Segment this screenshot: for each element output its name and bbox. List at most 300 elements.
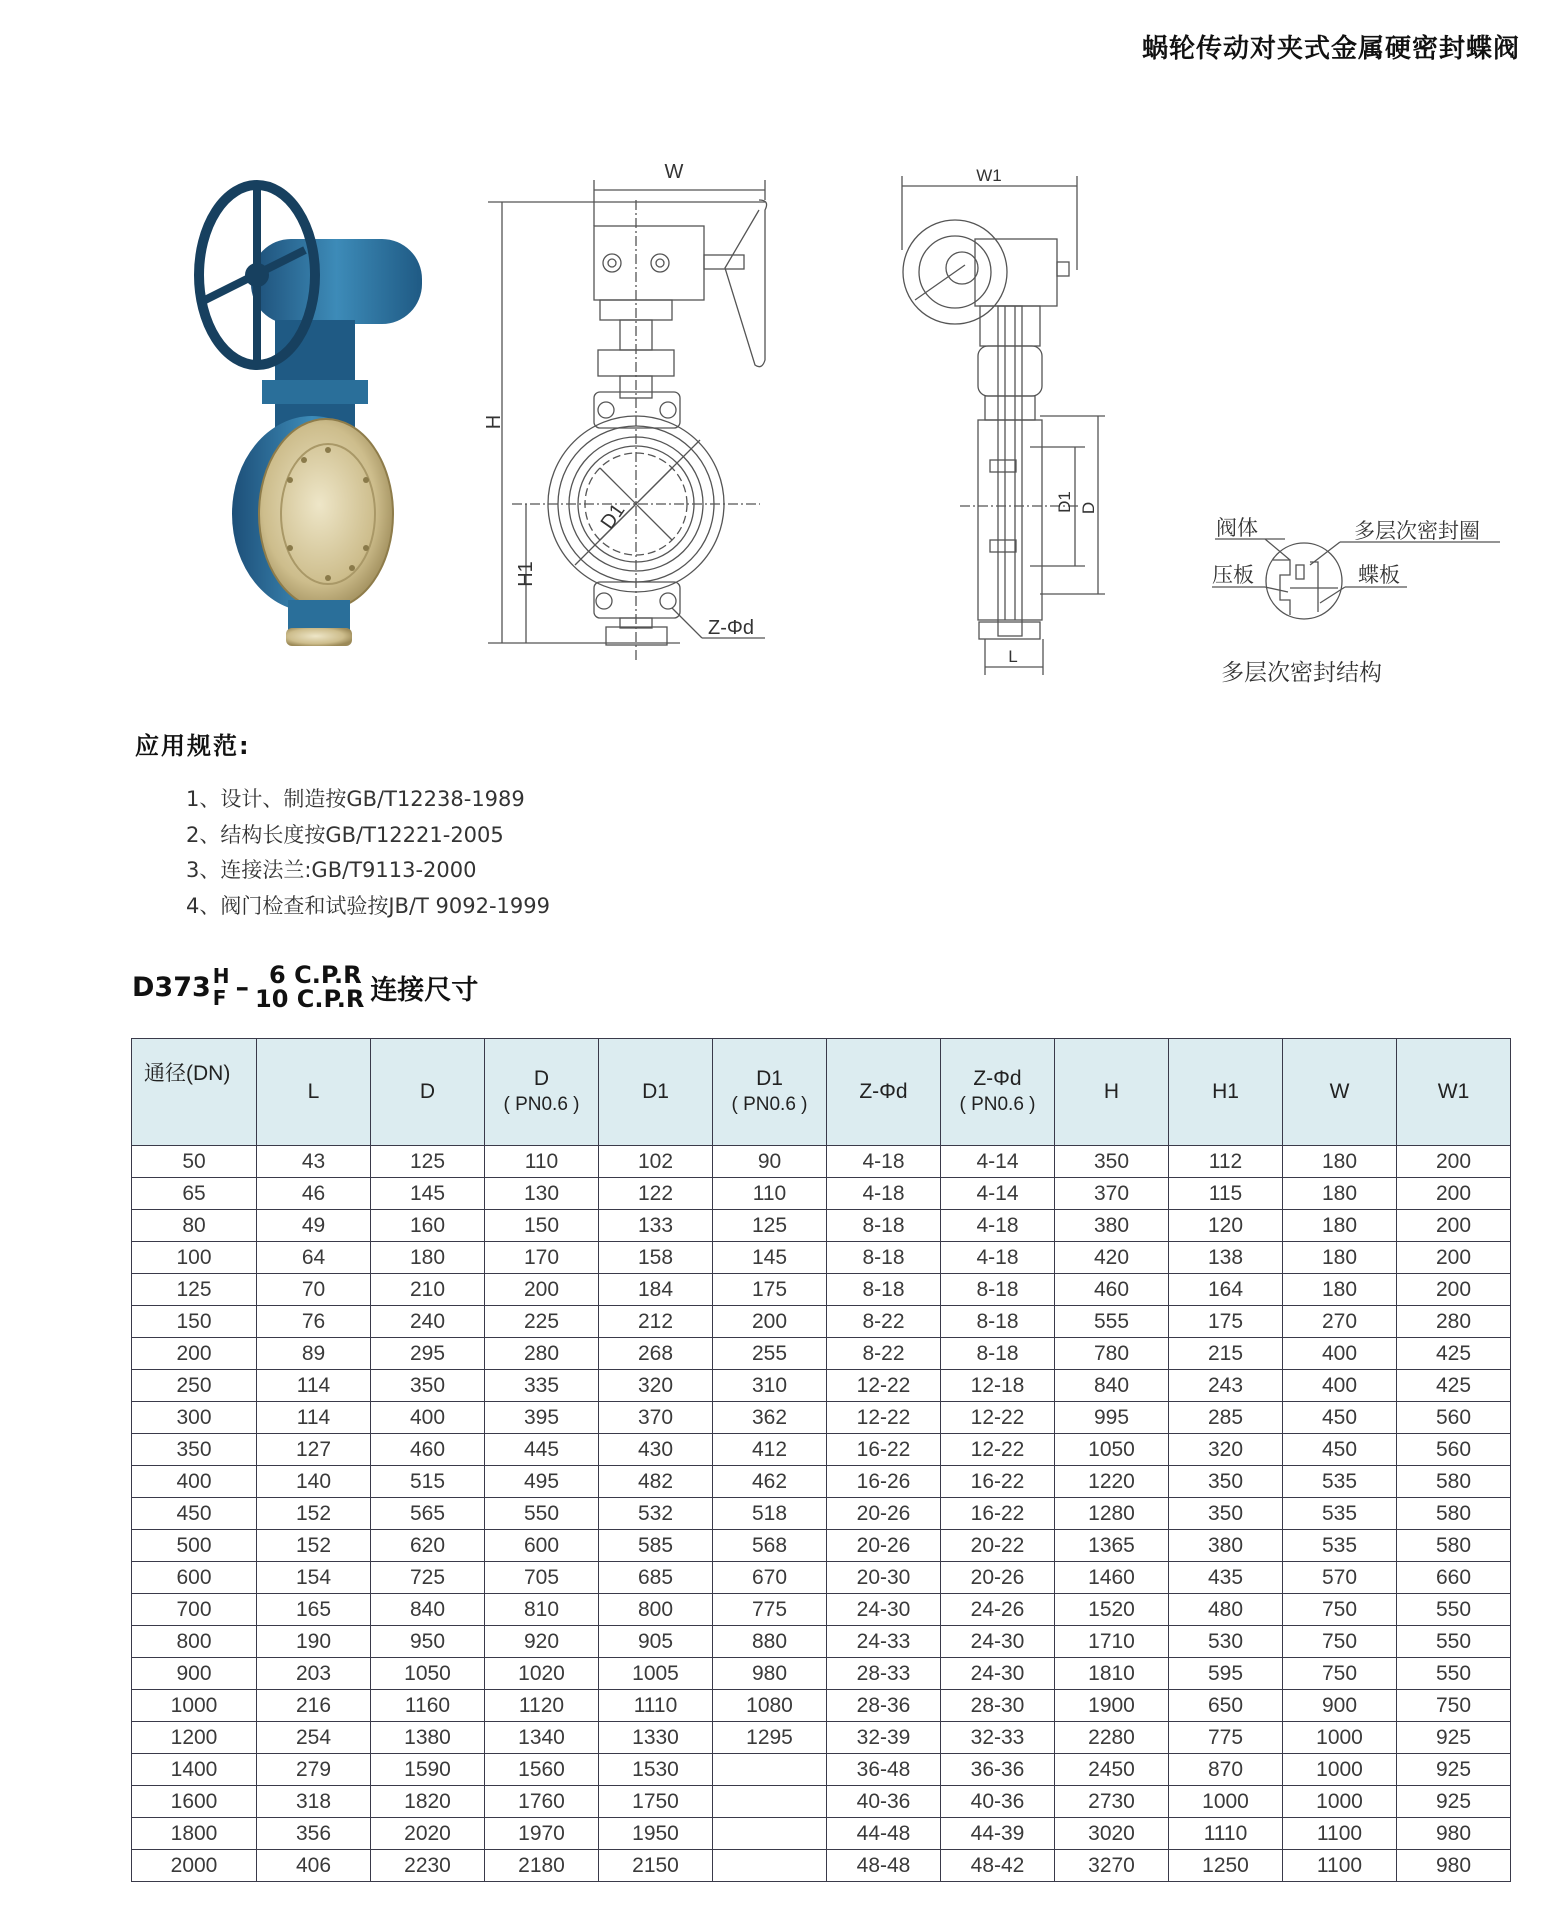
table-cell: 4-14 bbox=[941, 1146, 1055, 1178]
column-header-note: ( PN0.6 ) bbox=[731, 1094, 808, 1115]
table-cell bbox=[713, 1850, 827, 1882]
table-cell: 350 bbox=[1169, 1466, 1283, 1498]
model-heading bbox=[132, 963, 478, 1011]
column-header-label: D1 bbox=[756, 1067, 783, 1090]
table-cell: 200 bbox=[713, 1306, 827, 1338]
table-cell: 115 bbox=[1169, 1178, 1283, 1210]
table-cell: 8-22 bbox=[827, 1306, 941, 1338]
column-header-label: D bbox=[533, 1067, 550, 1090]
model-dash: – bbox=[235, 971, 250, 1003]
spec-item: 2、结构长度按GB/T12221-2005 bbox=[186, 822, 504, 847]
table-cell bbox=[713, 1754, 827, 1786]
column-header-label: H1 bbox=[1212, 1080, 1239, 1103]
seal-caption: 多层次密封结构 bbox=[1221, 660, 1382, 686]
table-cell: 279 bbox=[257, 1754, 371, 1786]
table-cell: 1590 bbox=[371, 1754, 485, 1786]
table-cell: 285 bbox=[1169, 1402, 1283, 1434]
column-header-label: D1 bbox=[642, 1080, 669, 1103]
valve-illustrations bbox=[0, 0, 1550, 700]
table-cell: 585 bbox=[599, 1530, 713, 1562]
table-cell: 1050 bbox=[1055, 1434, 1169, 1466]
table-cell: 200 bbox=[1397, 1274, 1511, 1306]
table-cell: 175 bbox=[1169, 1306, 1283, 1338]
table-cell: 560 bbox=[1397, 1402, 1511, 1434]
table-cell: 215 bbox=[1169, 1338, 1283, 1370]
table-cell: 20-26 bbox=[827, 1530, 941, 1562]
table-cell: 12-22 bbox=[941, 1402, 1055, 1434]
table-cell: 1600 bbox=[132, 1786, 257, 1818]
table-cell: 925 bbox=[1397, 1754, 1511, 1786]
table-cell: 1100 bbox=[1283, 1818, 1397, 1850]
table-cell: 570 bbox=[1283, 1562, 1397, 1594]
table-cell: 1460 bbox=[1055, 1562, 1169, 1594]
table-cell: 2150 bbox=[599, 1850, 713, 1882]
table-cell: 780 bbox=[1055, 1338, 1169, 1370]
table-cell: 133 bbox=[599, 1210, 713, 1242]
table-cell: 810 bbox=[485, 1594, 599, 1626]
table-cell: 1110 bbox=[1169, 1818, 1283, 1850]
table-cell: 425 bbox=[1397, 1370, 1511, 1402]
table-cell bbox=[713, 1818, 827, 1850]
table-cell: 320 bbox=[1169, 1434, 1283, 1466]
table-cell: 1900 bbox=[1055, 1690, 1169, 1722]
table-cell: 775 bbox=[1169, 1722, 1283, 1754]
table-cell: 1340 bbox=[485, 1722, 599, 1754]
table-cell: 500 bbox=[132, 1530, 257, 1562]
table-cell: 184 bbox=[599, 1274, 713, 1306]
table-row bbox=[132, 1274, 1511, 1306]
table-cell: 600 bbox=[485, 1530, 599, 1562]
table-cell: 125 bbox=[371, 1146, 485, 1178]
table-cell: 515 bbox=[371, 1466, 485, 1498]
dim-label-bolt-holes: Z-Φd bbox=[708, 617, 754, 639]
table-cell: 80 bbox=[132, 1210, 257, 1242]
table-cell: 65 bbox=[132, 1178, 257, 1210]
table-cell: 300 bbox=[132, 1402, 257, 1434]
table-cell: 460 bbox=[1055, 1274, 1169, 1306]
table-row bbox=[132, 1306, 1511, 1338]
table-cell: 295 bbox=[371, 1338, 485, 1370]
dim-label-d1-side: D1 bbox=[1055, 491, 1074, 513]
table-row bbox=[132, 1754, 1511, 1786]
table-cell: 8-18 bbox=[941, 1306, 1055, 1338]
table-cell: 16-22 bbox=[827, 1434, 941, 1466]
table-cell: 210 bbox=[371, 1274, 485, 1306]
column-header-label: W bbox=[1329, 1080, 1350, 1103]
model-suffix: 连接尺寸 bbox=[370, 974, 479, 1006]
table-cell: 225 bbox=[485, 1306, 599, 1338]
table-cell: 725 bbox=[371, 1562, 485, 1594]
specs-list bbox=[186, 782, 550, 924]
table-cell: 145 bbox=[713, 1242, 827, 1274]
table-cell: 16-22 bbox=[941, 1466, 1055, 1498]
valve-photo bbox=[199, 185, 422, 646]
table-cell: 550 bbox=[1397, 1626, 1511, 1658]
seal-type-stack bbox=[213, 965, 230, 1009]
pressure-top: 6 C.P.R bbox=[269, 961, 362, 989]
table-cell: 280 bbox=[485, 1338, 599, 1370]
specs-heading: 应用规范: bbox=[135, 732, 251, 760]
table-cell: 1400 bbox=[132, 1754, 257, 1786]
table-cell: 3270 bbox=[1055, 1850, 1169, 1882]
table-cell: 24-30 bbox=[941, 1626, 1055, 1658]
dim-label-h1: H1 bbox=[515, 561, 537, 587]
table-cell: 3020 bbox=[1055, 1818, 1169, 1850]
table-cell: 750 bbox=[1283, 1626, 1397, 1658]
table-row bbox=[132, 1722, 1511, 1754]
table-cell: 880 bbox=[713, 1626, 827, 1658]
table-cell: 530 bbox=[1169, 1626, 1283, 1658]
table-cell: 243 bbox=[1169, 1370, 1283, 1402]
table-cell: 138 bbox=[1169, 1242, 1283, 1274]
table-cell: 140 bbox=[257, 1466, 371, 1498]
table-cell: 112 bbox=[1169, 1146, 1283, 1178]
table-cell: 32-39 bbox=[827, 1722, 941, 1754]
seal-type-top: H bbox=[212, 964, 230, 988]
table-row bbox=[132, 1690, 1511, 1722]
table-cell: 1365 bbox=[1055, 1530, 1169, 1562]
table-cell: 216 bbox=[257, 1690, 371, 1722]
table-cell: 320 bbox=[599, 1370, 713, 1402]
table-cell: 28-30 bbox=[941, 1690, 1055, 1722]
table-cell: 1800 bbox=[132, 1818, 257, 1850]
column-header-label: W1 bbox=[1437, 1080, 1470, 1103]
table-cell: 64 bbox=[257, 1242, 371, 1274]
spec-item: 3、连接法兰:GB/T9113-2000 bbox=[186, 858, 477, 882]
table-cell: 160 bbox=[371, 1210, 485, 1242]
seal-detail-drawing bbox=[1212, 539, 1500, 619]
column-header bbox=[599, 1039, 713, 1146]
table-cell: 435 bbox=[1169, 1562, 1283, 1594]
table-cell: 180 bbox=[1283, 1210, 1397, 1242]
table-cell: 70 bbox=[257, 1274, 371, 1306]
table-cell: 24-30 bbox=[941, 1658, 1055, 1690]
table-cell: 1100 bbox=[1283, 1850, 1397, 1882]
dim-label-w: W bbox=[664, 161, 684, 183]
column-header-label: 通径(DN) bbox=[144, 1062, 231, 1085]
table-cell: 250 bbox=[132, 1370, 257, 1402]
table-cell bbox=[713, 1786, 827, 1818]
column-header bbox=[371, 1039, 485, 1146]
column-header-label: Z-Φd bbox=[859, 1080, 908, 1103]
table-cell: 670 bbox=[713, 1562, 827, 1594]
table-cell: 406 bbox=[257, 1850, 371, 1882]
table-cell: 1295 bbox=[713, 1722, 827, 1754]
table-cell: 40-36 bbox=[941, 1786, 1055, 1818]
table-cell: 164 bbox=[1169, 1274, 1283, 1306]
table-cell: 89 bbox=[257, 1338, 371, 1370]
table-cell: 920 bbox=[485, 1626, 599, 1658]
table-cell: 20-26 bbox=[827, 1498, 941, 1530]
table-cell: 175 bbox=[713, 1274, 827, 1306]
table-cell: 200 bbox=[1397, 1146, 1511, 1178]
table-body bbox=[132, 1146, 1511, 1882]
table-cell: 535 bbox=[1283, 1498, 1397, 1530]
table-cell: 350 bbox=[371, 1370, 485, 1402]
table-cell: 254 bbox=[257, 1722, 371, 1754]
table-cell: 350 bbox=[1169, 1498, 1283, 1530]
table-header-row bbox=[132, 1039, 1511, 1146]
table-cell: 158 bbox=[599, 1242, 713, 1274]
dim-label-d: D bbox=[1079, 501, 1098, 515]
table-cell: 750 bbox=[1283, 1594, 1397, 1626]
table-cell: 565 bbox=[371, 1498, 485, 1530]
table-cell: 532 bbox=[599, 1498, 713, 1530]
table-cell: 48-42 bbox=[941, 1850, 1055, 1882]
table-cell: 1280 bbox=[1055, 1498, 1169, 1530]
table-cell: 480 bbox=[1169, 1594, 1283, 1626]
table-cell: 685 bbox=[599, 1562, 713, 1594]
table-cell: 125 bbox=[713, 1210, 827, 1242]
table-cell: 8-22 bbox=[827, 1338, 941, 1370]
table-cell: 1020 bbox=[485, 1658, 599, 1690]
table-cell: 395 bbox=[485, 1402, 599, 1434]
table-cell: 380 bbox=[1169, 1530, 1283, 1562]
table-cell: 925 bbox=[1397, 1722, 1511, 1754]
table-cell: 20-22 bbox=[941, 1530, 1055, 1562]
table-row bbox=[132, 1786, 1511, 1818]
table-cell: 2020 bbox=[371, 1818, 485, 1850]
table-cell: 1530 bbox=[599, 1754, 713, 1786]
table-cell: 1220 bbox=[1055, 1466, 1169, 1498]
table-cell: 568 bbox=[713, 1530, 827, 1562]
table-cell: 150 bbox=[485, 1210, 599, 1242]
seal-type-bottom: F bbox=[212, 986, 227, 1010]
table-cell: 750 bbox=[1283, 1658, 1397, 1690]
table-cell: 8-18 bbox=[827, 1242, 941, 1274]
table-cell: 200 bbox=[1397, 1242, 1511, 1274]
table-row bbox=[132, 1818, 1511, 1850]
table-cell: 980 bbox=[1397, 1818, 1511, 1850]
spec-item: 1、设计、制造按GB/T12238-1989 bbox=[186, 787, 525, 811]
table-cell: 102 bbox=[599, 1146, 713, 1178]
table-cell: 32-33 bbox=[941, 1722, 1055, 1754]
table-cell: 24-33 bbox=[827, 1626, 941, 1658]
table-cell: 180 bbox=[371, 1242, 485, 1274]
table-cell: 650 bbox=[1169, 1690, 1283, 1722]
table-cell: 4-14 bbox=[941, 1178, 1055, 1210]
table-cell: 4-18 bbox=[941, 1210, 1055, 1242]
table-cell: 200 bbox=[1397, 1178, 1511, 1210]
table-cell: 240 bbox=[371, 1306, 485, 1338]
table-cell: 20-30 bbox=[827, 1562, 941, 1594]
table-cell: 16-26 bbox=[827, 1466, 941, 1498]
table-cell: 980 bbox=[1397, 1850, 1511, 1882]
table-cell: 550 bbox=[485, 1498, 599, 1530]
table-cell: 460 bbox=[371, 1434, 485, 1466]
table-row bbox=[132, 1146, 1511, 1178]
table-cell: 370 bbox=[599, 1402, 713, 1434]
column-header bbox=[1283, 1039, 1397, 1146]
table-cell: 800 bbox=[599, 1594, 713, 1626]
table-cell: 1050 bbox=[371, 1658, 485, 1690]
table-cell: 370 bbox=[1055, 1178, 1169, 1210]
table-cell: 535 bbox=[1283, 1466, 1397, 1498]
table-cell: 1000 bbox=[1283, 1754, 1397, 1786]
table-cell: 400 bbox=[1283, 1370, 1397, 1402]
table-cell: 450 bbox=[132, 1498, 257, 1530]
table-cell: 1080 bbox=[713, 1690, 827, 1722]
table-cell: 550 bbox=[1397, 1658, 1511, 1690]
table-row bbox=[132, 1370, 1511, 1402]
table-cell: 125 bbox=[132, 1274, 257, 1306]
table-cell: 268 bbox=[599, 1338, 713, 1370]
column-header-label: L bbox=[307, 1080, 320, 1103]
table-cell: 130 bbox=[485, 1178, 599, 1210]
table-cell: 76 bbox=[257, 1306, 371, 1338]
column-header-note: ( PN0.6 ) bbox=[503, 1094, 580, 1115]
table-cell: 362 bbox=[713, 1402, 827, 1434]
column-header-note: ( PN0.6 ) bbox=[959, 1094, 1036, 1115]
column-header-label: H bbox=[1103, 1080, 1120, 1103]
table-cell: 400 bbox=[132, 1466, 257, 1498]
table-cell: 482 bbox=[599, 1466, 713, 1498]
table-cell: 110 bbox=[485, 1146, 599, 1178]
table-cell: 24-26 bbox=[941, 1594, 1055, 1626]
table-cell: 600 bbox=[132, 1562, 257, 1594]
table-cell: 450 bbox=[1283, 1434, 1397, 1466]
table-cell: 445 bbox=[485, 1434, 599, 1466]
table-cell: 705 bbox=[485, 1562, 599, 1594]
table-cell: 1950 bbox=[599, 1818, 713, 1850]
table-cell: 152 bbox=[257, 1530, 371, 1562]
table-cell: 12-18 bbox=[941, 1370, 1055, 1402]
table-cell: 900 bbox=[1283, 1690, 1397, 1722]
table-cell: 203 bbox=[257, 1658, 371, 1690]
table-row bbox=[132, 1850, 1511, 1882]
dim-label-h: H bbox=[483, 414, 505, 430]
table-row bbox=[132, 1466, 1511, 1498]
table-cell: 180 bbox=[1283, 1242, 1397, 1274]
model-prefix: D373 bbox=[132, 971, 211, 1003]
column-header bbox=[1397, 1039, 1511, 1146]
spec-item: 4、阀门检查和试验按JB/T 9092-1999 bbox=[186, 893, 551, 918]
table-cell: 995 bbox=[1055, 1402, 1169, 1434]
column-header bbox=[485, 1039, 599, 1146]
table-cell: 16-22 bbox=[941, 1498, 1055, 1530]
table-row bbox=[132, 1402, 1511, 1434]
table-cell: 1160 bbox=[371, 1690, 485, 1722]
front-view-drawing bbox=[488, 180, 767, 660]
table-cell: 1750 bbox=[599, 1786, 713, 1818]
table-cell: 212 bbox=[599, 1306, 713, 1338]
table-cell: 49 bbox=[257, 1210, 371, 1242]
table-cell: 660 bbox=[1397, 1562, 1511, 1594]
table-cell: 20-26 bbox=[941, 1562, 1055, 1594]
table-cell: 555 bbox=[1055, 1306, 1169, 1338]
table-cell: 12-22 bbox=[827, 1370, 941, 1402]
table-cell: 462 bbox=[713, 1466, 827, 1498]
table-cell: 1000 bbox=[1283, 1722, 1397, 1754]
table-row bbox=[132, 1178, 1511, 1210]
table-cell: 450 bbox=[1283, 1402, 1397, 1434]
table-cell: 100 bbox=[132, 1242, 257, 1274]
table-cell: 165 bbox=[257, 1594, 371, 1626]
table-cell: 1005 bbox=[599, 1658, 713, 1690]
table-cell: 114 bbox=[257, 1402, 371, 1434]
table-cell: 1970 bbox=[485, 1818, 599, 1850]
table-row bbox=[132, 1658, 1511, 1690]
table-cell: 1110 bbox=[599, 1690, 713, 1722]
table-cell: 114 bbox=[257, 1370, 371, 1402]
table-cell: 412 bbox=[713, 1434, 827, 1466]
table-cell: 775 bbox=[713, 1594, 827, 1626]
table-cell: 595 bbox=[1169, 1658, 1283, 1690]
column-header bbox=[1055, 1039, 1169, 1146]
dimensions-table bbox=[131, 1038, 1511, 1882]
table-cell: 356 bbox=[257, 1818, 371, 1850]
table-cell: 430 bbox=[599, 1434, 713, 1466]
side-view-drawing bbox=[902, 176, 1105, 675]
label-press-plate: 压板 bbox=[1212, 563, 1254, 587]
table-row bbox=[132, 1434, 1511, 1466]
table-cell: 8-18 bbox=[941, 1338, 1055, 1370]
table-row bbox=[132, 1498, 1511, 1530]
table-cell: 122 bbox=[599, 1178, 713, 1210]
table-cell: 1760 bbox=[485, 1786, 599, 1818]
column-header bbox=[1169, 1039, 1283, 1146]
dim-label-w1: W1 bbox=[976, 166, 1002, 185]
column-header bbox=[257, 1039, 371, 1146]
table-cell: 535 bbox=[1283, 1530, 1397, 1562]
table-cell: 495 bbox=[485, 1466, 599, 1498]
table-cell: 350 bbox=[1055, 1146, 1169, 1178]
table-cell: 335 bbox=[485, 1370, 599, 1402]
table-cell: 1250 bbox=[1169, 1850, 1283, 1882]
table-row bbox=[132, 1626, 1511, 1658]
table-cell: 870 bbox=[1169, 1754, 1283, 1786]
table-cell: 840 bbox=[1055, 1370, 1169, 1402]
table-cell: 28-33 bbox=[827, 1658, 941, 1690]
table-cell: 2230 bbox=[371, 1850, 485, 1882]
table-cell: 580 bbox=[1397, 1530, 1511, 1562]
table-cell: 4-18 bbox=[827, 1146, 941, 1178]
table-cell: 120 bbox=[1169, 1210, 1283, 1242]
page-title: 蜗轮传动对夹式金属硬密封蝶阀 bbox=[1141, 34, 1520, 64]
table-cell: 2450 bbox=[1055, 1754, 1169, 1786]
pressure-stack bbox=[255, 963, 364, 1011]
dim-label-d1-front: D1 bbox=[596, 499, 630, 534]
table-cell: 280 bbox=[1397, 1306, 1511, 1338]
table-cell: 90 bbox=[713, 1146, 827, 1178]
table-cell: 400 bbox=[371, 1402, 485, 1434]
table-cell: 200 bbox=[485, 1274, 599, 1306]
table-cell: 4-18 bbox=[941, 1242, 1055, 1274]
table-cell: 1560 bbox=[485, 1754, 599, 1786]
table-cell: 400 bbox=[1283, 1338, 1397, 1370]
table-cell: 180 bbox=[1283, 1274, 1397, 1306]
table-cell: 925 bbox=[1397, 1786, 1511, 1818]
table-row bbox=[132, 1594, 1511, 1626]
table-cell: 840 bbox=[371, 1594, 485, 1626]
table-cell: 700 bbox=[132, 1594, 257, 1626]
column-header-label: Z-Φd bbox=[973, 1067, 1022, 1090]
table-cell: 1710 bbox=[1055, 1626, 1169, 1658]
table-cell: 1000 bbox=[132, 1690, 257, 1722]
table-row bbox=[132, 1338, 1511, 1370]
table-cell: 950 bbox=[371, 1626, 485, 1658]
table-cell: 518 bbox=[713, 1498, 827, 1530]
table-cell: 2180 bbox=[485, 1850, 599, 1882]
table-cell: 580 bbox=[1397, 1466, 1511, 1498]
table-cell: 580 bbox=[1397, 1498, 1511, 1530]
column-header bbox=[941, 1039, 1055, 1146]
label-disc: 蝶板 bbox=[1358, 563, 1400, 587]
table-cell: 980 bbox=[713, 1658, 827, 1690]
table-cell: 2730 bbox=[1055, 1786, 1169, 1818]
table-cell: 255 bbox=[713, 1338, 827, 1370]
table-cell: 46 bbox=[257, 1178, 371, 1210]
